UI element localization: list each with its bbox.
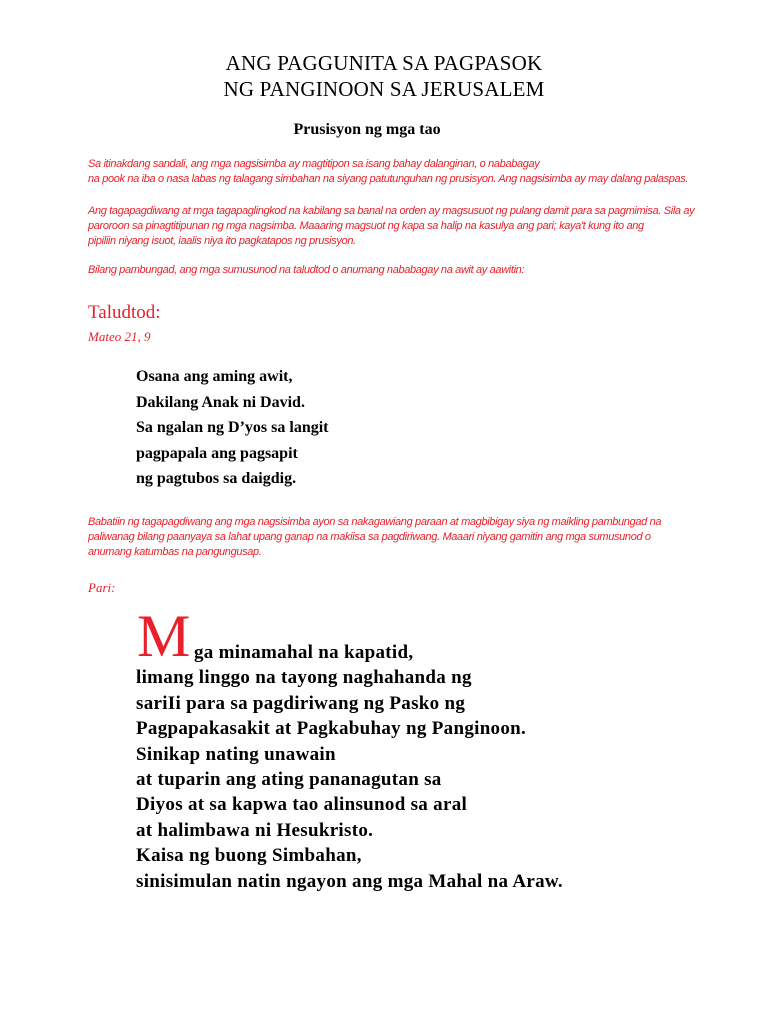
verse-line: Osana ang aming awit, (136, 368, 293, 385)
verse-line: Sa ngalan ng D’yos sa langit (136, 419, 329, 436)
verse-line: pagpapala ang pagsapit (136, 444, 298, 462)
rubric-line: na pook na iba o nasa labas ng talagang simbahan na siyang patutunguhan ng prusisyon. Ang nagsisimba ay may dalang palaspas. (88, 173, 689, 185)
drop-cap-letter: M (137, 603, 191, 669)
address-line: Sinikap nating unawain (136, 743, 336, 765)
rubric-line: Ang tagapagdiwang at mga tagapaglingkod na kabilang sa banal na orden ay magsusuot ng pulang damit para sa pagmimisa. Sila ay (88, 205, 695, 217)
verse-line: Dakilang Anak ni David. (136, 393, 305, 411)
speaker-label: Pari: (88, 580, 116, 595)
address-line: Kaisa ng buong Simbahan, (136, 845, 362, 867)
rubric-line: Babatiin ng tagapagdiwang ang mga nagsisimba ayon sa nakagawiang paraan at magbibigay siya ng maikling pambungad na (88, 516, 662, 528)
document-title-line-1: ANG PAGGUNITA SA PAGPASOK (225, 51, 543, 75)
rubric-vestments (88, 204, 728, 249)
address-line: Pagpapakasakit at Pagkabuhay ng Panginoon. (136, 718, 527, 740)
address-line: ga minamahal na kapatid, (194, 642, 414, 663)
rubric-line: paroroon sa pinagtitipunan ng mga nagsimba. Maaaring magsuot ng kapa sa halip na kasulya ang pari; kaya't kung ito ang (88, 220, 644, 232)
address-line: Diyos at sa kapwa tao alinsunod sa aral (136, 794, 468, 816)
scripture-reference: Mateo 21, 9 (88, 329, 151, 344)
priest-address (136, 640, 563, 894)
section-subtitle: Prusisyon ng mga tao (293, 121, 441, 138)
section-heading-taludtod: Taludtod: (88, 302, 161, 323)
address-line: at halimbawa ni Hesukristo. (136, 819, 374, 841)
address-line: sariIi para sa pagdiriwang ng Pasko ng (136, 692, 466, 714)
rubric-line: anumang katumbas na pangungusap. (88, 546, 262, 558)
rubric-line: pipiliin niyang isuot, iaalis niya ito pagkatapos ng prusisyon. (88, 235, 356, 247)
rubric-line: paliwanag bilang paanyaya sa lahat upang ganap na makiisa sa pagdiriwang. Maaari niyang gamitin ang mga sumusunod o (88, 531, 651, 543)
rubric-line: Sa itinakdang sandali, ang mga nagsisimba ay magtitipon sa isang bahay dalanginan, o nababagay (88, 158, 540, 170)
verse-line: ng pagtubos sa daigdig. (136, 470, 297, 487)
address-line: limang linggo na tayong naghahanda ng (136, 667, 472, 689)
rubric-entrance (88, 263, 728, 278)
document-title-line-2: NG PANGINOON SA JERUSALEM (223, 77, 545, 101)
rubric-line: Bilang pambungad, ang mga sumusunod na taludtod o anumang nababagay na awit ay aawitin: (88, 264, 525, 276)
address-line: at tuparin ang ating pananagutan sa (136, 769, 442, 791)
rubric-gathering (88, 157, 728, 187)
verse-block (136, 364, 329, 492)
rubric-greeting (88, 515, 728, 560)
address-line: sinisimulan natin ngayon ang mga Mahal na Araw. (136, 870, 563, 892)
